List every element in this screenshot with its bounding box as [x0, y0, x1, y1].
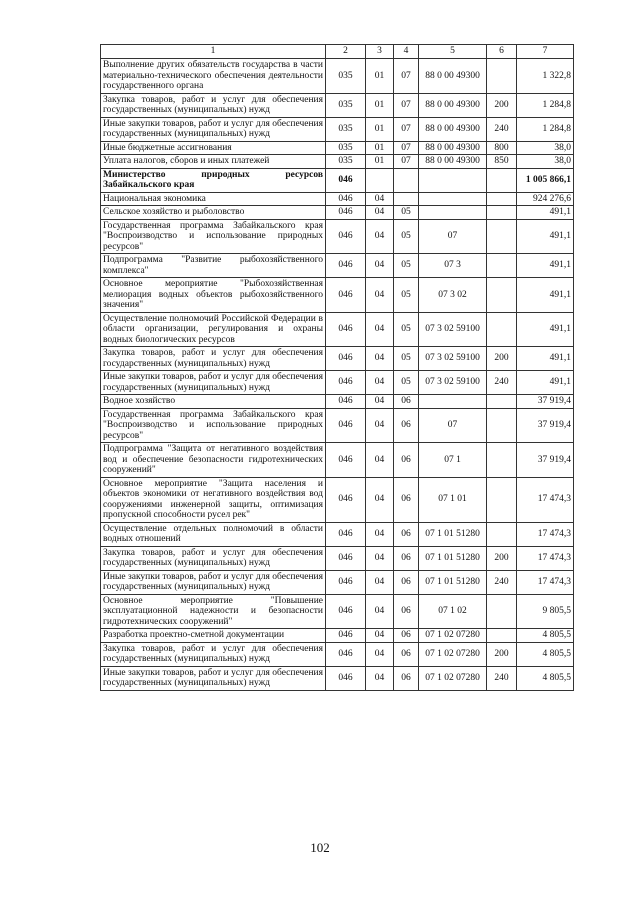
table-row	[101, 666, 574, 690]
cell-pr: 05	[394, 219, 419, 254]
cell-pr: 06	[394, 629, 419, 643]
cell-pr	[394, 192, 419, 206]
cell-ved: 046	[326, 522, 366, 546]
cell-csr: 07 3 02 59100	[419, 312, 487, 347]
cell-sum: 17 474,3	[517, 546, 574, 570]
cell-rz: 04	[366, 254, 394, 278]
cell-vr	[487, 278, 517, 313]
cell-ved: 046	[326, 629, 366, 643]
cell-ved: 035	[326, 117, 366, 141]
cell-vr	[487, 206, 517, 220]
cell-name: Иные закупки товаров, работ и услуг для обеспечения государственных (муниципальных) нужд	[101, 570, 326, 594]
cell-ved: 046	[326, 395, 366, 409]
cell-csr: 88 0 00 49300	[419, 141, 487, 155]
cell-rz: 04	[366, 312, 394, 347]
cell-pr: 05	[394, 312, 419, 347]
cell-rz: 04	[366, 594, 394, 629]
cell-csr: 07 1 02 07280	[419, 666, 487, 690]
cell-ved: 046	[326, 594, 366, 629]
cell-sum: 491,1	[517, 278, 574, 313]
cell-sum: 37 919,4	[517, 443, 574, 478]
cell-name: Осуществление полномочий Российской Федерации в области организации, регулирования и охраны водных биологических ресурсов	[101, 312, 326, 347]
cell-name: Иные закупки товаров, работ и услуг для обеспечения государственных (муниципальных) нужд	[101, 371, 326, 395]
cell-rz: 04	[366, 642, 394, 666]
header-cell-csr: 5	[419, 45, 487, 59]
cell-csr	[419, 395, 487, 409]
cell-sum: 38,0	[517, 141, 574, 155]
cell-ved: 046	[326, 546, 366, 570]
cell-pr: 05	[394, 254, 419, 278]
cell-vr: 200	[487, 642, 517, 666]
cell-vr: 240	[487, 666, 517, 690]
cell-name: Сельское хозяйство и рыболовство	[101, 206, 326, 220]
cell-rz: 04	[366, 477, 394, 522]
cell-rz: 04	[366, 629, 394, 643]
cell-rz: 04	[366, 443, 394, 478]
cell-rz: 04	[366, 570, 394, 594]
table-row	[101, 642, 574, 666]
cell-rz: 04	[366, 522, 394, 546]
page-number: 102	[310, 840, 330, 855]
cell-rz: 04	[366, 219, 394, 254]
cell-ved: 046	[326, 408, 366, 443]
table-row	[101, 594, 574, 629]
cell-sum: 17 474,3	[517, 477, 574, 522]
cell-name: Подпрограмма "Развитие рыбохозяйственного комплекса"	[101, 254, 326, 278]
cell-ved: 046	[326, 570, 366, 594]
table-row	[101, 477, 574, 522]
cell-pr: 07	[394, 141, 419, 155]
cell-rz: 04	[366, 371, 394, 395]
cell-rz: 04	[366, 206, 394, 220]
cell-pr: 06	[394, 642, 419, 666]
table-row	[101, 570, 574, 594]
table-row	[101, 219, 574, 254]
cell-sum: 4 805,5	[517, 642, 574, 666]
cell-csr: 07 3	[419, 254, 487, 278]
cell-name: Выполнение других обязательств государства в части материально-технического обеспечения деятельности государственного органа	[101, 59, 326, 94]
cell-pr: 07	[394, 93, 419, 117]
cell-ved: 035	[326, 93, 366, 117]
cell-sum: 9 805,5	[517, 594, 574, 629]
cell-ved: 046	[326, 254, 366, 278]
cell-vr	[487, 192, 517, 206]
header-cell-vr: 6	[487, 45, 517, 59]
cell-ved: 046	[326, 443, 366, 478]
cell-csr: 07 1 01 51280	[419, 546, 487, 570]
cell-vr	[487, 408, 517, 443]
table-row	[101, 408, 574, 443]
cell-sum: 1 322,8	[517, 59, 574, 94]
cell-rz: 04	[366, 192, 394, 206]
cell-sum: 491,1	[517, 371, 574, 395]
cell-sum: 1 005 866,1	[517, 168, 574, 192]
cell-name: Закупка товаров, работ и услуг для обеспечения государственных (муниципальных) нужд	[101, 347, 326, 371]
cell-rz: 01	[366, 117, 394, 141]
cell-ved: 046	[326, 312, 366, 347]
cell-pr: 06	[394, 594, 419, 629]
cell-name: Иные бюджетные ассигнования	[101, 141, 326, 155]
cell-rz: 04	[366, 666, 394, 690]
cell-ved: 046	[326, 168, 366, 192]
cell-csr: 07 3 02	[419, 278, 487, 313]
table-row	[101, 168, 574, 192]
cell-name: Водное хозяйство	[101, 395, 326, 409]
table-row	[101, 192, 574, 206]
header-cell-rz: 3	[366, 45, 394, 59]
cell-csr: 07	[419, 219, 487, 254]
cell-sum: 4 805,5	[517, 629, 574, 643]
cell-pr: 07	[394, 155, 419, 169]
cell-name: Подпрограмма "Защита от негативного воздействия вод и обеспечение безопасности гидротехнических сооружений"	[101, 443, 326, 478]
cell-vr	[487, 168, 517, 192]
header-cell-pr: 4	[394, 45, 419, 59]
cell-pr: 06	[394, 395, 419, 409]
cell-pr: 07	[394, 117, 419, 141]
table-row	[101, 629, 574, 643]
table-row	[101, 312, 574, 347]
cell-vr: 850	[487, 155, 517, 169]
cell-pr: 06	[394, 546, 419, 570]
cell-sum: 4 805,5	[517, 666, 574, 690]
cell-csr: 07 3 02 59100	[419, 347, 487, 371]
table-row	[101, 371, 574, 395]
cell-vr	[487, 443, 517, 478]
cell-sum: 491,1	[517, 219, 574, 254]
cell-csr	[419, 206, 487, 220]
header-cell-ved: 2	[326, 45, 366, 59]
cell-rz: 04	[366, 278, 394, 313]
table-row	[101, 141, 574, 155]
table-row	[101, 443, 574, 478]
cell-pr: 06	[394, 570, 419, 594]
cell-csr: 07 1 02	[419, 594, 487, 629]
cell-csr: 07	[419, 408, 487, 443]
cell-rz: 04	[366, 347, 394, 371]
cell-name: Государственная программа Забайкальского края "Воспроизводство и использование природных ресурсов"	[101, 219, 326, 254]
cell-csr: 88 0 00 49300	[419, 93, 487, 117]
cell-ved: 046	[326, 219, 366, 254]
cell-sum: 1 284,8	[517, 93, 574, 117]
cell-csr: 07 3 02 59100	[419, 371, 487, 395]
cell-name: Уплата налогов, сборов и иных платежей	[101, 155, 326, 169]
cell-vr	[487, 254, 517, 278]
cell-ved: 046	[326, 347, 366, 371]
cell-vr: 240	[487, 570, 517, 594]
cell-pr: 06	[394, 443, 419, 478]
cell-pr: 06	[394, 666, 419, 690]
cell-ved: 035	[326, 59, 366, 94]
cell-rz: 01	[366, 141, 394, 155]
cell-pr: 05	[394, 347, 419, 371]
table-row	[101, 206, 574, 220]
cell-vr	[487, 312, 517, 347]
cell-vr	[487, 522, 517, 546]
cell-name: Закупка товаров, работ и услуг для обеспечения государственных (муниципальных) нужд	[101, 546, 326, 570]
budget-table	[100, 44, 574, 691]
table-row	[101, 59, 574, 94]
cell-vr	[487, 477, 517, 522]
cell-ved: 046	[326, 642, 366, 666]
cell-ved: 035	[326, 141, 366, 155]
table-row	[101, 395, 574, 409]
cell-rz: 01	[366, 93, 394, 117]
cell-sum: 37 919,4	[517, 395, 574, 409]
cell-vr: 200	[487, 546, 517, 570]
cell-pr: 06	[394, 477, 419, 522]
cell-pr: 05	[394, 371, 419, 395]
cell-vr: 240	[487, 371, 517, 395]
table-row	[101, 522, 574, 546]
cell-name: Осуществление отдельных полномочий в области водных отношений	[101, 522, 326, 546]
cell-csr: 07 1 01 51280	[419, 570, 487, 594]
cell-ved: 046	[326, 477, 366, 522]
cell-name: Национальная экономика	[101, 192, 326, 206]
cell-name: Разработка проектно-сметной документации	[101, 629, 326, 643]
cell-vr: 240	[487, 117, 517, 141]
cell-vr	[487, 629, 517, 643]
table-row	[101, 278, 574, 313]
cell-sum: 491,1	[517, 347, 574, 371]
cell-sum: 924 276,6	[517, 192, 574, 206]
header-cell-sum: 7	[517, 45, 574, 59]
cell-name: Закупка товаров, работ и услуг для обеспечения государственных (муниципальных) нужд	[101, 642, 326, 666]
cell-csr: 07 1 01 51280	[419, 522, 487, 546]
table-header-row	[101, 45, 574, 59]
cell-pr: 05	[394, 278, 419, 313]
cell-name: Иные закупки товаров, работ и услуг для обеспечения государственных (муниципальных) нужд	[101, 666, 326, 690]
cell-ved: 046	[326, 371, 366, 395]
cell-csr: 07 1 01	[419, 477, 487, 522]
cell-rz	[366, 168, 394, 192]
cell-rz: 01	[366, 155, 394, 169]
cell-pr: 05	[394, 206, 419, 220]
cell-rz: 04	[366, 395, 394, 409]
cell-csr: 07 1	[419, 443, 487, 478]
cell-pr	[394, 168, 419, 192]
cell-sum: 17 474,3	[517, 522, 574, 546]
cell-name: Иные закупки товаров, работ и услуг для обеспечения государственных (муниципальных) нужд	[101, 117, 326, 141]
cell-sum: 37 919,4	[517, 408, 574, 443]
cell-ved: 046	[326, 666, 366, 690]
cell-vr	[487, 219, 517, 254]
cell-rz: 01	[366, 59, 394, 94]
cell-sum: 1 284,8	[517, 117, 574, 141]
cell-csr: 88 0 00 49300	[419, 59, 487, 94]
table-row	[101, 155, 574, 169]
header-cell-name: 1	[101, 45, 326, 59]
table-row	[101, 546, 574, 570]
cell-vr	[487, 395, 517, 409]
cell-vr: 800	[487, 141, 517, 155]
table-row	[101, 347, 574, 371]
cell-name: Основное мероприятие "Защита населения и объектов экономики от негативного воздействия вод сооружениями инженерной защиты, оптимизация пропускной способности русел рек"	[101, 477, 326, 522]
cell-sum: 491,1	[517, 312, 574, 347]
cell-vr	[487, 59, 517, 94]
cell-sum: 17 474,3	[517, 570, 574, 594]
cell-sum: 491,1	[517, 206, 574, 220]
cell-csr: 07 1 02 07280	[419, 642, 487, 666]
table-row	[101, 117, 574, 141]
cell-csr: 07 1 02 07280	[419, 629, 487, 643]
cell-rz: 04	[366, 408, 394, 443]
cell-name: Закупка товаров, работ и услуг для обеспечения государственных (муниципальных) нужд	[101, 93, 326, 117]
cell-ved: 046	[326, 278, 366, 313]
cell-sum: 38,0	[517, 155, 574, 169]
cell-ved: 035	[326, 155, 366, 169]
cell-pr: 06	[394, 522, 419, 546]
cell-rz: 04	[366, 546, 394, 570]
cell-csr: 88 0 00 49300	[419, 117, 487, 141]
cell-vr	[487, 594, 517, 629]
cell-csr: 88 0 00 49300	[419, 155, 487, 169]
cell-csr	[419, 168, 487, 192]
table-row	[101, 254, 574, 278]
cell-name: Государственная программа Забайкальского края "Воспроизводство и использование природных ресурсов"	[101, 408, 326, 443]
cell-name: Основное мероприятие "Повышение эксплуатационной надежности и безопасности гидротехнических сооружений"	[101, 594, 326, 629]
cell-ved: 046	[326, 192, 366, 206]
cell-vr: 200	[487, 347, 517, 371]
table-row	[101, 93, 574, 117]
cell-ved: 046	[326, 206, 366, 220]
cell-pr: 07	[394, 59, 419, 94]
cell-name: Основное мероприятие "Рыбохозяйственная мелиорация водных объектов рыбохозяйственного значения"	[101, 278, 326, 313]
cell-vr: 200	[487, 93, 517, 117]
cell-csr	[419, 192, 487, 206]
table-body	[101, 59, 574, 691]
cell-name: Министерство природных ресурсов Забайкальского края	[101, 168, 326, 192]
cell-pr: 06	[394, 408, 419, 443]
cell-sum: 491,1	[517, 254, 574, 278]
